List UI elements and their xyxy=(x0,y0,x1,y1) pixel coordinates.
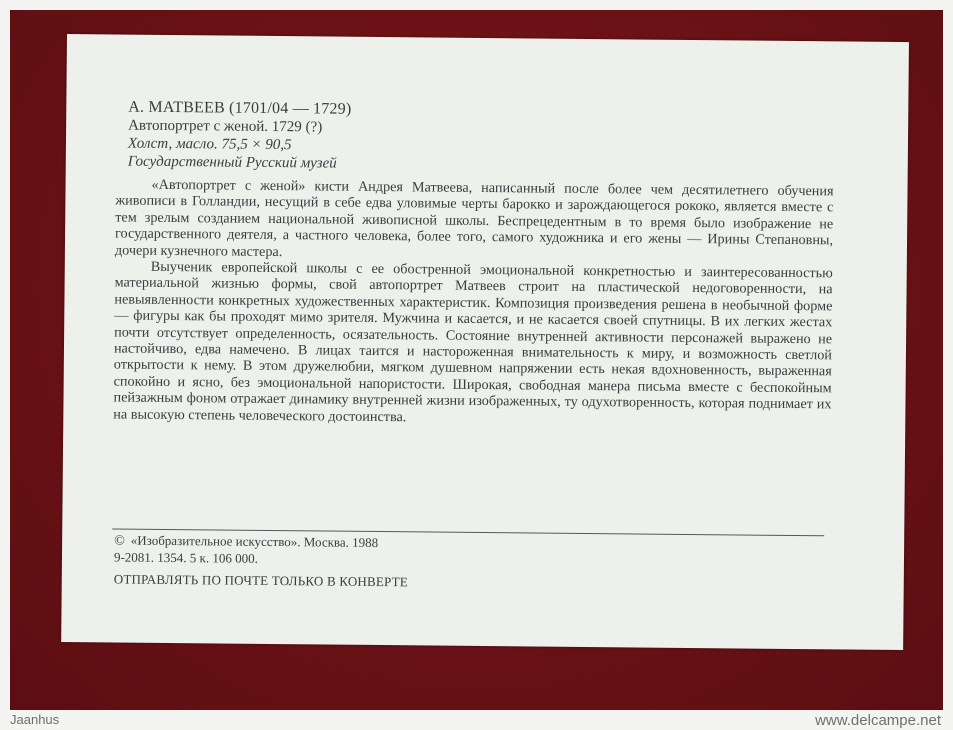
watermark-right: www.delcampe.net xyxy=(815,712,941,729)
postcard-back xyxy=(61,34,909,650)
watermark-left: Jaanhus xyxy=(10,712,60,727)
print-line: 9-2081. 1354. 5 к. 106 000. xyxy=(113,549,258,566)
medium-line: Холст, масло. 75,5 × 90,5 xyxy=(127,135,292,154)
card-heading xyxy=(128,99,352,173)
publisher-line: «Изобразительное искусство». Москва. 1988 xyxy=(130,532,379,551)
author-line: А. МАТВЕЕВ (1701/04 — 1729) xyxy=(128,98,352,118)
publisher-info xyxy=(114,532,378,568)
description-text xyxy=(113,176,833,429)
mail-notice: ОТПРАВЛЯТЬ ПО ПОЧТЕ ТОЛЬКО В КОНВЕРТЕ xyxy=(113,571,408,590)
title-line: Автопортрет с женой. 1729 (?) xyxy=(128,117,323,136)
copyright-icon: © xyxy=(114,533,125,549)
paragraph-2: Выученик европейской школы с ее обостренной эмоциональной конкретностью и заинтересованностью материальной жизнью формы, свой автопортрет Матвеев строит на пластической недоговоренности, на невыявленности конкретных художественных характеристик. Композиция произведения решена в необычной форме — фигуры как бы проходят мимо зрителя. Мужчина и касается, и не касается своей спутницы. В их легких жестах почти отсутствует определенность, осязательность. Состояние внутренней активности персонажей выражено не настойчиво, едва намечено. В лицах таится и настороженная внимательность к миру, и возможность светлой открытости к нему. В этом дружелюбии, мягком душевном напряжении есть некая вдохновенность, выраженная спокойно и ясно, без эмоциональной напористости. Широкая, свободная манера письма вместе с беспокойным пейзажным фоном отражает динамику внутренней жизни изображенных, ту одухотворенность, которая поднимает их на высокую степень человеческого достоинства. xyxy=(113,258,833,425)
paragraph-1: «Автопортрет с женой» кисти Андрея Матвеева, написанный после более чем десятилетнего обучения живописи в Голландии, несущий в себе едва уловимые черты барокко и зарождающегося рококо, является вместе с тем зрелым созданием национальной живописной школы. Беспрецедентным в то время было изображение не государственного деятеля, а частного человека, более того, самого художника и его жены — Ирины Степановны, дочери кузнечного мастера. xyxy=(114,176,834,260)
museum-line: Государственный Русский музей xyxy=(127,153,337,172)
